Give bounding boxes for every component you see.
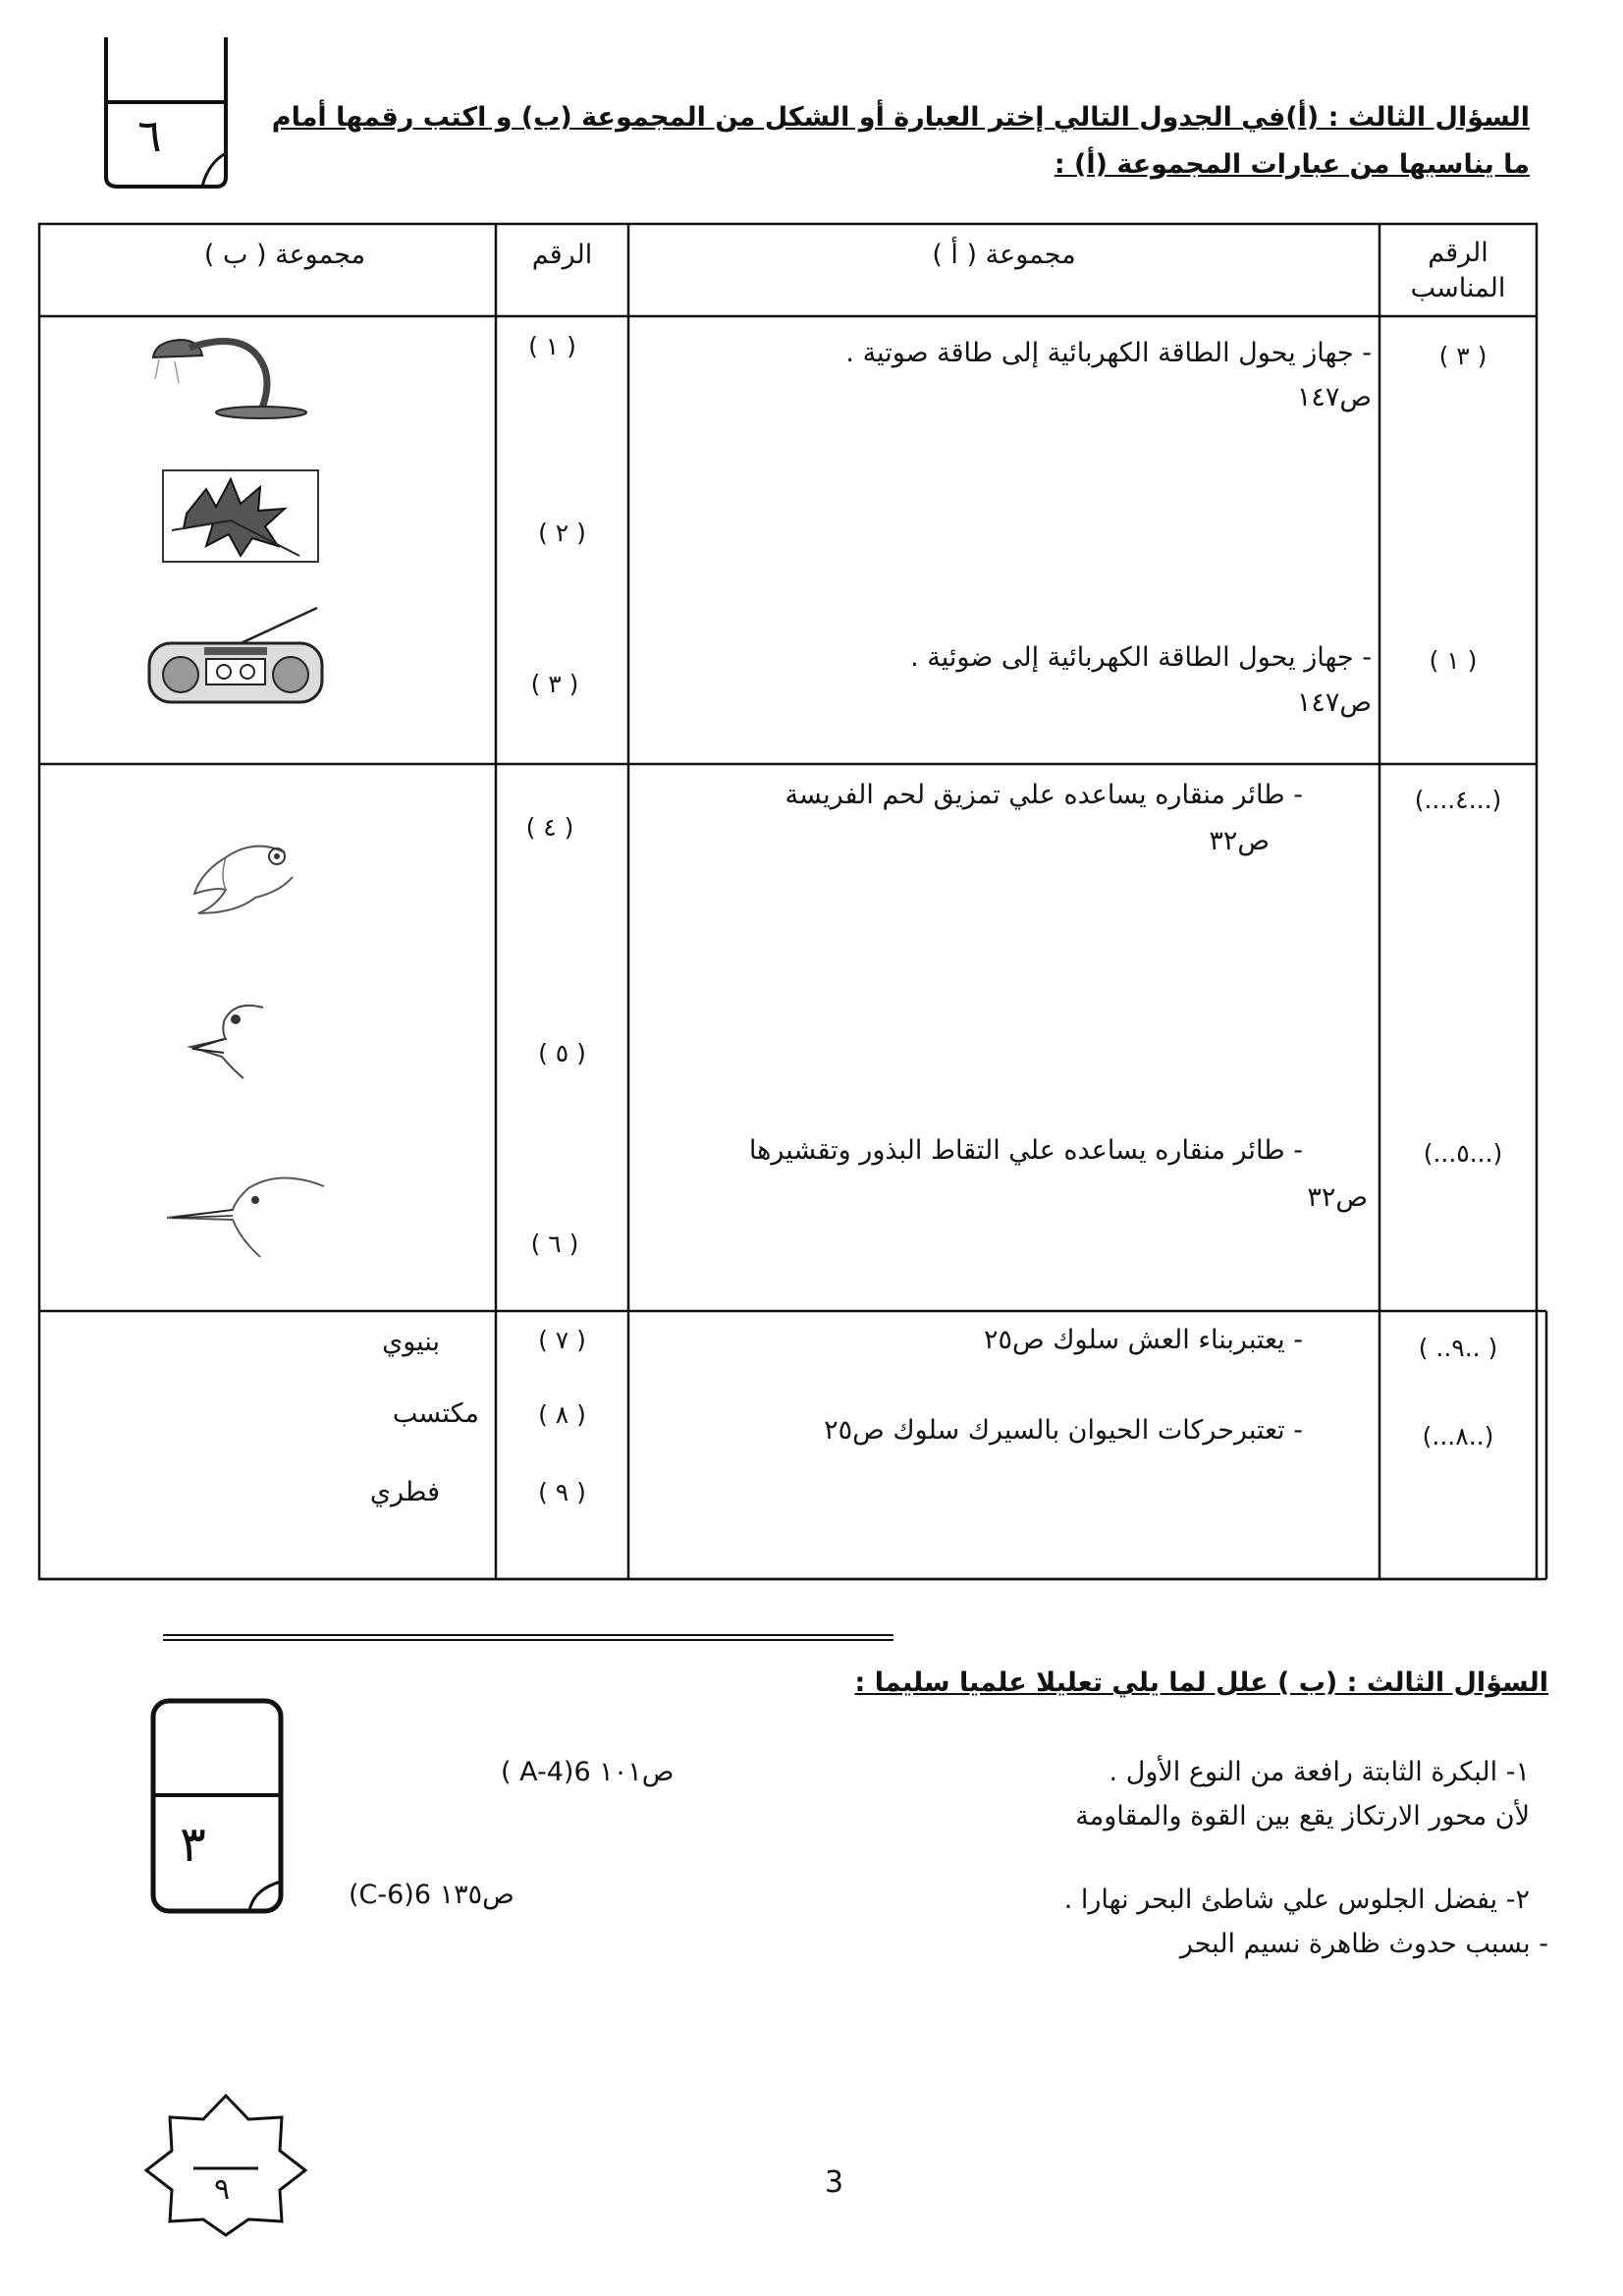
page-ref: ص١٤٧ [1296, 382, 1372, 412]
header-group-b: مجموعة ( ب ) [203, 240, 366, 270]
desk-lamp-image [145, 332, 312, 420]
statement-a: - تعتبرحركات الحيوان بالسيرك سلوك ص٢٥ [824, 1415, 1303, 1446]
question-a-title-line1: السؤال الثالث : (أ)في الجدول التالي إختر العبارة أو الشكل من المجموعة (ب) و اكتب رقمها أمام [271, 102, 1530, 133]
number-label: ( ٤ ) [525, 813, 574, 842]
score-top-value: ٦ [137, 109, 162, 162]
statement-a: - يعتبربناء العش سلوك ص٢٥ [984, 1325, 1303, 1355]
answer-cell: (....٤...) [1414, 786, 1502, 814]
statement-a: - جهاز يحول الطاقة الكهربائية إلى طاقة صوتية . [845, 338, 1372, 368]
number-label: ( ٧ ) [538, 1326, 586, 1354]
page-ref: ص١٤٧ [1296, 687, 1372, 718]
reason-item-answer: لأن محور الارتكاز يقع بين القوة والمقاومة [1075, 1801, 1530, 1831]
group-b-word: مكتسب [392, 1398, 479, 1429]
reason-item-statement: ١- البكرة الثابتة رافعة من النوع الأول . [1109, 1757, 1530, 1787]
question-b-title: السؤال الثالث : (ب ) علل لما يلي تعليلا علميا سليما : [854, 1667, 1548, 1698]
number-label: ( ٥ ) [538, 1039, 586, 1067]
answer-cell: (...٥...) [1423, 1139, 1503, 1168]
page-ref: ص٣٢ [1209, 826, 1270, 856]
statement-a: - جهاز يحول الطاقة الكهربائية إلى ضوئية . [910, 642, 1372, 673]
answer-cell: ( ..٩.. ) [1418, 1334, 1498, 1362]
number-label: ( ٣ ) [530, 670, 579, 698]
eagle-beak-image [187, 833, 304, 926]
header-number: الرقم [531, 240, 593, 270]
page-number: 3 [825, 2165, 844, 2200]
number-label: ( ٦ ) [530, 1230, 579, 1258]
reason-item-ref: ( A-4)6 ص١٠١ [501, 1757, 675, 1787]
gull-beak-image [162, 1169, 329, 1267]
number-label: ( ٢ ) [538, 519, 586, 547]
reason-item-statement: ٢- يفضل الجلوس علي شاطئ البحر نهارا . [1063, 1885, 1530, 1915]
question-a-title-line2: ما يناسبها من عبارات المجموعة (أ) : [1054, 149, 1530, 180]
finch-beak-image [185, 1000, 273, 1083]
group-b-word: فطري [369, 1477, 440, 1507]
answer-cell: ( ١ ) [1429, 646, 1478, 675]
statement-a: - طائر منقاره يساعده علي تمزيق لحم الفريسة [784, 780, 1303, 810]
page-ref: ص٣٢ [1307, 1182, 1368, 1213]
number-label: ( ٩ ) [538, 1478, 586, 1506]
score-mid-value: ٣ [180, 1816, 206, 1873]
score-star-value: ٩ [214, 2172, 231, 2207]
number-label: ( ١ ) [528, 332, 576, 360]
answer-cell: ( ٣ ) [1438, 342, 1488, 370]
statement-a: - طائر منقاره يساعده علي التقاط البذور وتقشيرها [748, 1135, 1303, 1166]
answer-cell: (...٨..) [1422, 1422, 1494, 1450]
header-suitable-number-line2: المناسب [1410, 273, 1506, 303]
header-suitable-number-line1: الرقم [1428, 238, 1488, 268]
reason-item-answer: - بسبب حدوث ظاهرة نسيم البحر [1179, 1929, 1548, 1959]
number-label: ( ٨ ) [538, 1400, 586, 1429]
header-group-a: مجموعة ( أ ) [932, 240, 1076, 270]
header-suitable-number [1380, 236, 1537, 306]
radio-cassette-image [145, 604, 327, 707]
reason-item-ref: (C-6)6 ص١٣٥ [349, 1880, 514, 1910]
group-b-word: بنيوي [382, 1327, 440, 1357]
separator-line: ======================================================================= [162, 1624, 891, 1650]
leaf-image [162, 469, 319, 563]
score-star [142, 2092, 309, 2239]
score-box-mid [149, 1697, 285, 1915]
